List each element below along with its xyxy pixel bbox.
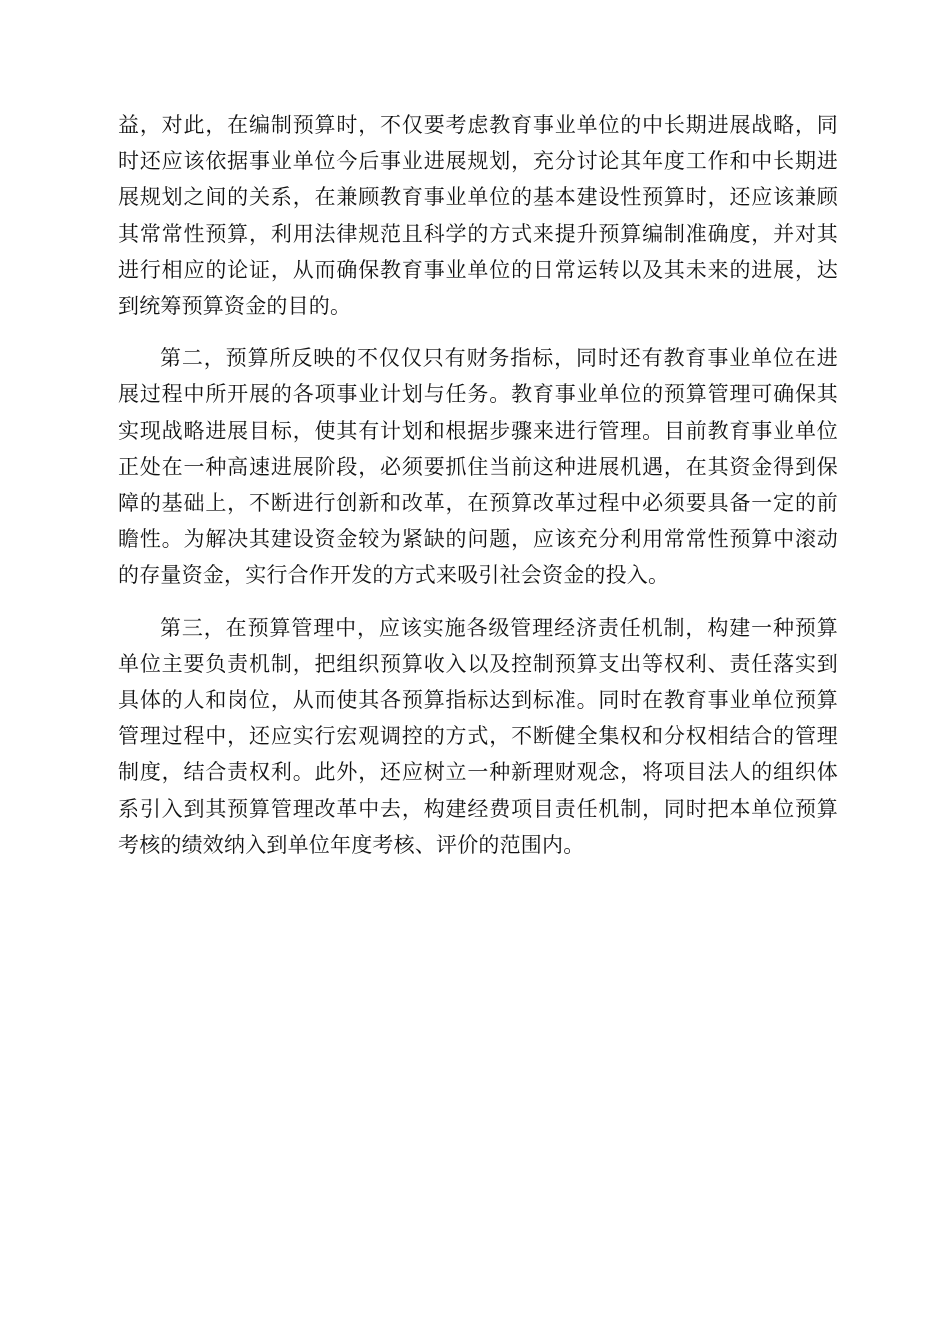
paragraph-third: 第三，在预算管理中，应该实施各级管理经济责任机制，构建一种预算单位主要负责机制，把组织预算收入以及控制预算支出等权利、责任落实到具体的人和岗位，从而使其各预算指标达到标准。同时在教育事业单位预算管理过程中，还应实行宏观调控的方式，不断健全集权和分权相结合的管理制度，结合责权利。此外，还应树立一种新理财观念，将项目法人的组织体系引入到其预算管理改革中去，构建经费项目责任机制，同时把本单位预算考核的绩效纳入到单位年度考核、评价的范围内。 bbox=[118, 615, 838, 857]
paragraph-second: 第二，预算所反映的不仅仅只有财务指标，同时还有教育事业单位在进展过程中所开展的各项事业计划与任务。教育事业单位的预算管理可确保其实现战略进展目标，使其有计划和根据步骤来进行管理。目前教育事业单位正处在一种高速进展阶段，必须要抓住当前这种进展机遇，在其资金得到保障的基础上，不断进行创新和改革，在预算改革过程中必须要具备一定的前瞻性。为解决其建设资金较为紧缺的问题，应该充分利用常常性预算中滚动的存量资金，实行合作开发的方式来吸引社会资金的投入。 bbox=[118, 346, 838, 588]
paragraph-continuation: 益，对此，在编制预算时，不仅要考虑教育事业单位的中长期进展战略，同时还应该依据事业单位今后事业进展规划，充分讨论其年度工作和中长期进展规划之间的关系，在兼顾教育事业单位的基本建设性预算时，还应该兼顾其常常性预算，利用法律规范且科学的方式来提升预算编制准确度，并对其进行相应的论证，从而确保教育事业单位的日常运转以及其未来的进展，达到统筹预算资金的目的。 bbox=[118, 113, 838, 319]
document-body bbox=[118, 107, 838, 879]
